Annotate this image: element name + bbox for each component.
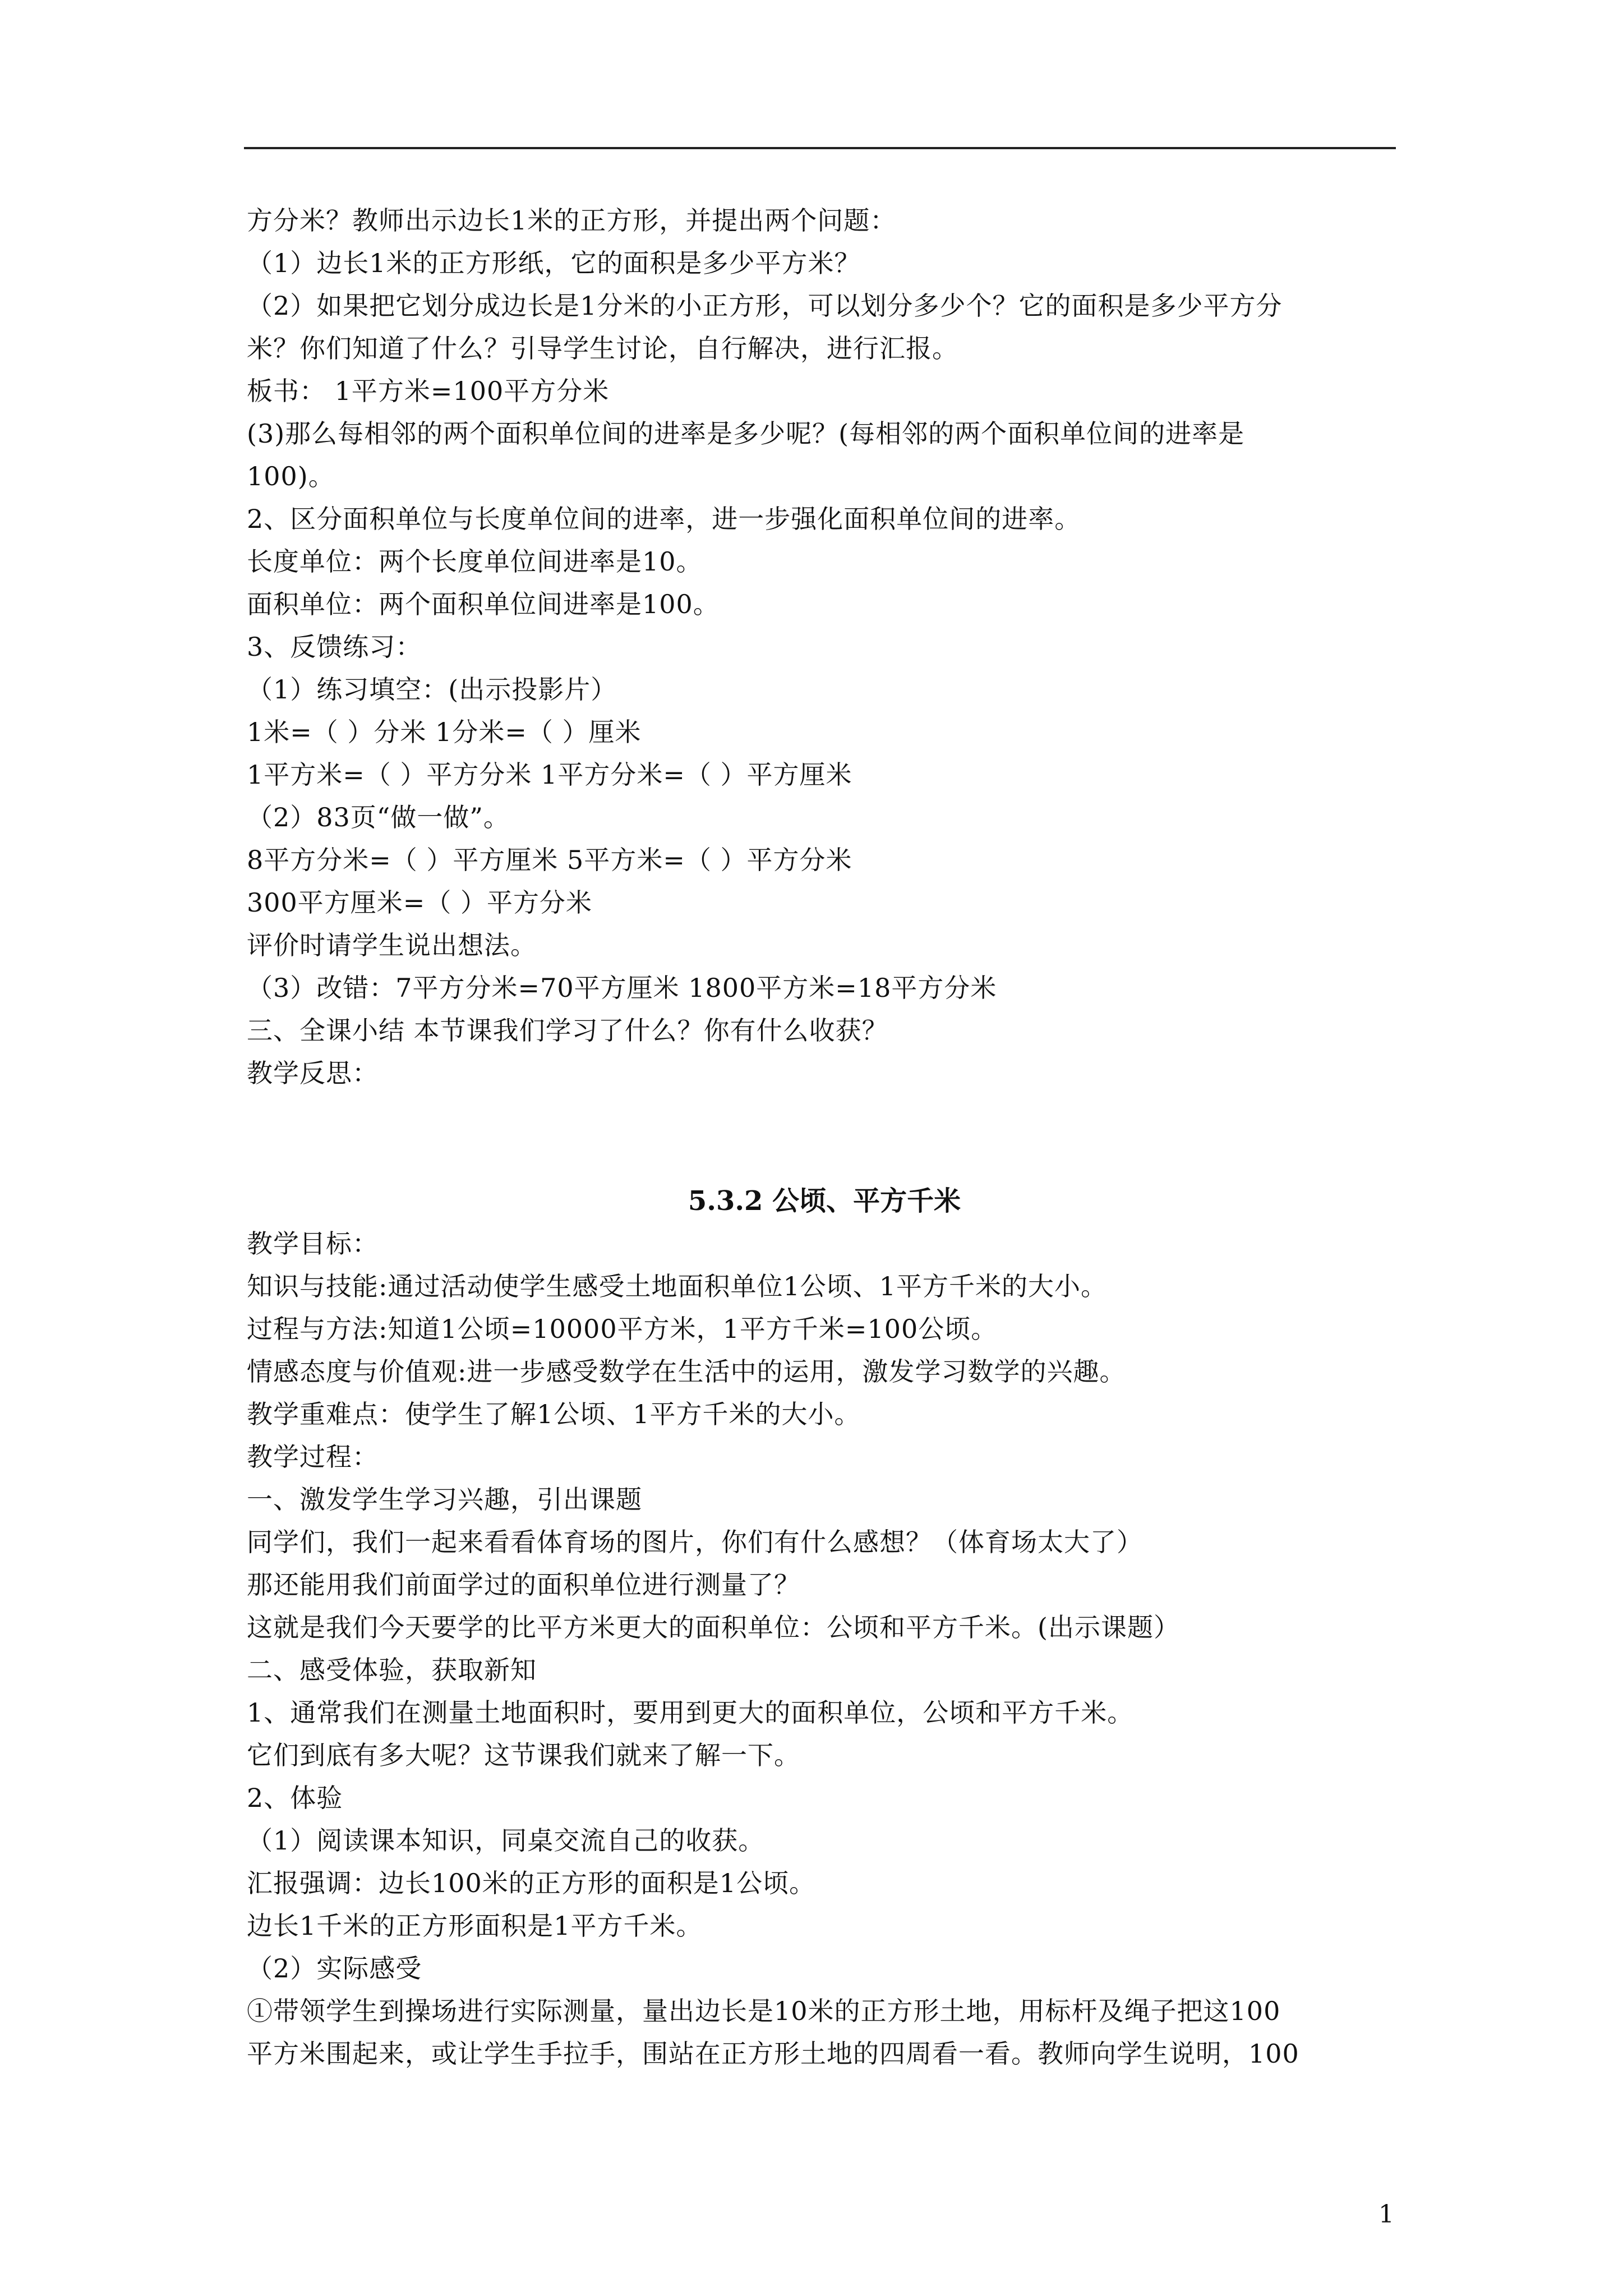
text-line: 教学过程： (247, 1442, 379, 1472)
text-line: ①带领学生到操场进行实际测量，量出边长是10米的正方形土地，用标杆及绳子把这100 (247, 1996, 1281, 2026)
text-line: （3）改错：7平方分米=70平方厘米 1800平方米=18平方分米 (247, 973, 997, 1003)
text-line: 面积单位：两个面积单位间进率是100。 (247, 589, 720, 619)
text-line: 平方米围起来，或让学生手拉手，围站在正方形土地的四周看一看。教师向学生说明，100 (247, 2039, 1299, 2069)
text-line: 这就是我们今天要学的比平方米更大的面积单位：公顷和平方千米。(出示课题） (247, 1612, 1180, 1642)
text-line: 一、激发学生学习兴趣，引出课题 (247, 1484, 642, 1515)
lesson-part-area-units (247, 199, 1402, 1094)
text-line: 教学目标： (247, 1228, 379, 1259)
document-body (247, 199, 1402, 2075)
text-line: 过程与方法:知道1公顷=10000平方米，1平方千米=100公顷。 (247, 1314, 998, 1344)
text-line: 同学们，我们一起来看看体育场的图片，你们有什么感想？（体育场太大了） (247, 1527, 1143, 1557)
section-gap (247, 1094, 1402, 1180)
text-line: （2）83页“做一做”。 (247, 802, 510, 832)
text-line: 评价时请学生说出想法。 (247, 930, 537, 960)
text-line: 2、区分面积单位与长度单位间的进率，进一步强化面积单位间的进率。 (247, 504, 1081, 534)
text-line: （2）实际感受 (247, 1953, 422, 1984)
text-line: 教学重难点：使学生了解1公顷、1平方千米的大小。 (247, 1399, 861, 1429)
section-title: 5.3.2 公顷、平方千米 (688, 1185, 961, 1217)
text-line: 教学反思： (247, 1058, 379, 1088)
text-line: 板书： 1平方米=100平方分米 (247, 376, 610, 406)
text-line: 长度单位：两个长度单位间进率是10。 (247, 546, 703, 577)
text-line: 它们到底有多大呢？这节课我们就来了解一下。 (247, 1740, 800, 1770)
text-line: 情感态度与价值观:进一步感受数学在生活中的运用，激发学习数学的兴趣。 (247, 1356, 1126, 1387)
text-line: （1）边长1米的正方形纸，它的面积是多少平方米？ (247, 248, 861, 278)
text-line: 100)。 (247, 461, 335, 491)
text-line: 二、感受体验，获取新知 (247, 1655, 537, 1685)
text-line: 三、全课小结 本节课我们学习了什么？你有什么收获？ (247, 1015, 888, 1046)
text-line: 方分米？教师出示边长1米的正方形，并提出两个问题： (247, 205, 897, 236)
text-line: (3)那么每相邻的两个面积单位间的进率是多少呢？(每相邻的两个面积单位间的进率是 (247, 418, 1245, 449)
text-line: 8平方分米=（ ）平方厘米 5平方米=（ ）平方分米 (247, 845, 852, 875)
header-rule (244, 147, 1396, 149)
text-line: 那还能用我们前面学过的面积单位进行测量了？ (247, 1570, 800, 1600)
text-line: 3、反馈练习： (247, 632, 422, 662)
text-line: （1）练习填空：(出示投影片） (247, 674, 617, 705)
text-line: 2、体验 (247, 1783, 343, 1813)
text-line: （1）阅读课本知识，同桌交流自己的收获。 (247, 1825, 765, 1856)
text-line: 300平方厘米=（ ）平方分米 (247, 887, 592, 918)
text-line: 汇报强调：边长100米的正方形的面积是1公顷。 (247, 1868, 816, 1898)
text-line: 1、通常我们在测量土地面积时，要用到更大的面积单位，公顷和平方千米。 (247, 1697, 1134, 1728)
text-line: （2）如果把它划分成边长是1分米的小正方形，可以划分多少个？它的面积是多少平方分 (247, 291, 1283, 321)
text-line: 知识与技能:通过活动使学生感受土地面积单位1公顷、1平方千米的大小。 (247, 1271, 1108, 1301)
text-line: 1米=（ ）分米 1分米=（ ）厘米 (247, 717, 642, 747)
text-line: 1平方米=（ ）平方分米 1平方分米=（ ）平方厘米 (247, 760, 852, 790)
text-line: 米？你们知道了什么？引导学生讨论，自行解决，进行汇报。 (247, 333, 958, 364)
text-line: 边长1千米的正方形面积是1平方千米。 (247, 1911, 703, 1941)
lesson-part-hectare (247, 1222, 1402, 2075)
page-number: 1 (1378, 2200, 1394, 2229)
